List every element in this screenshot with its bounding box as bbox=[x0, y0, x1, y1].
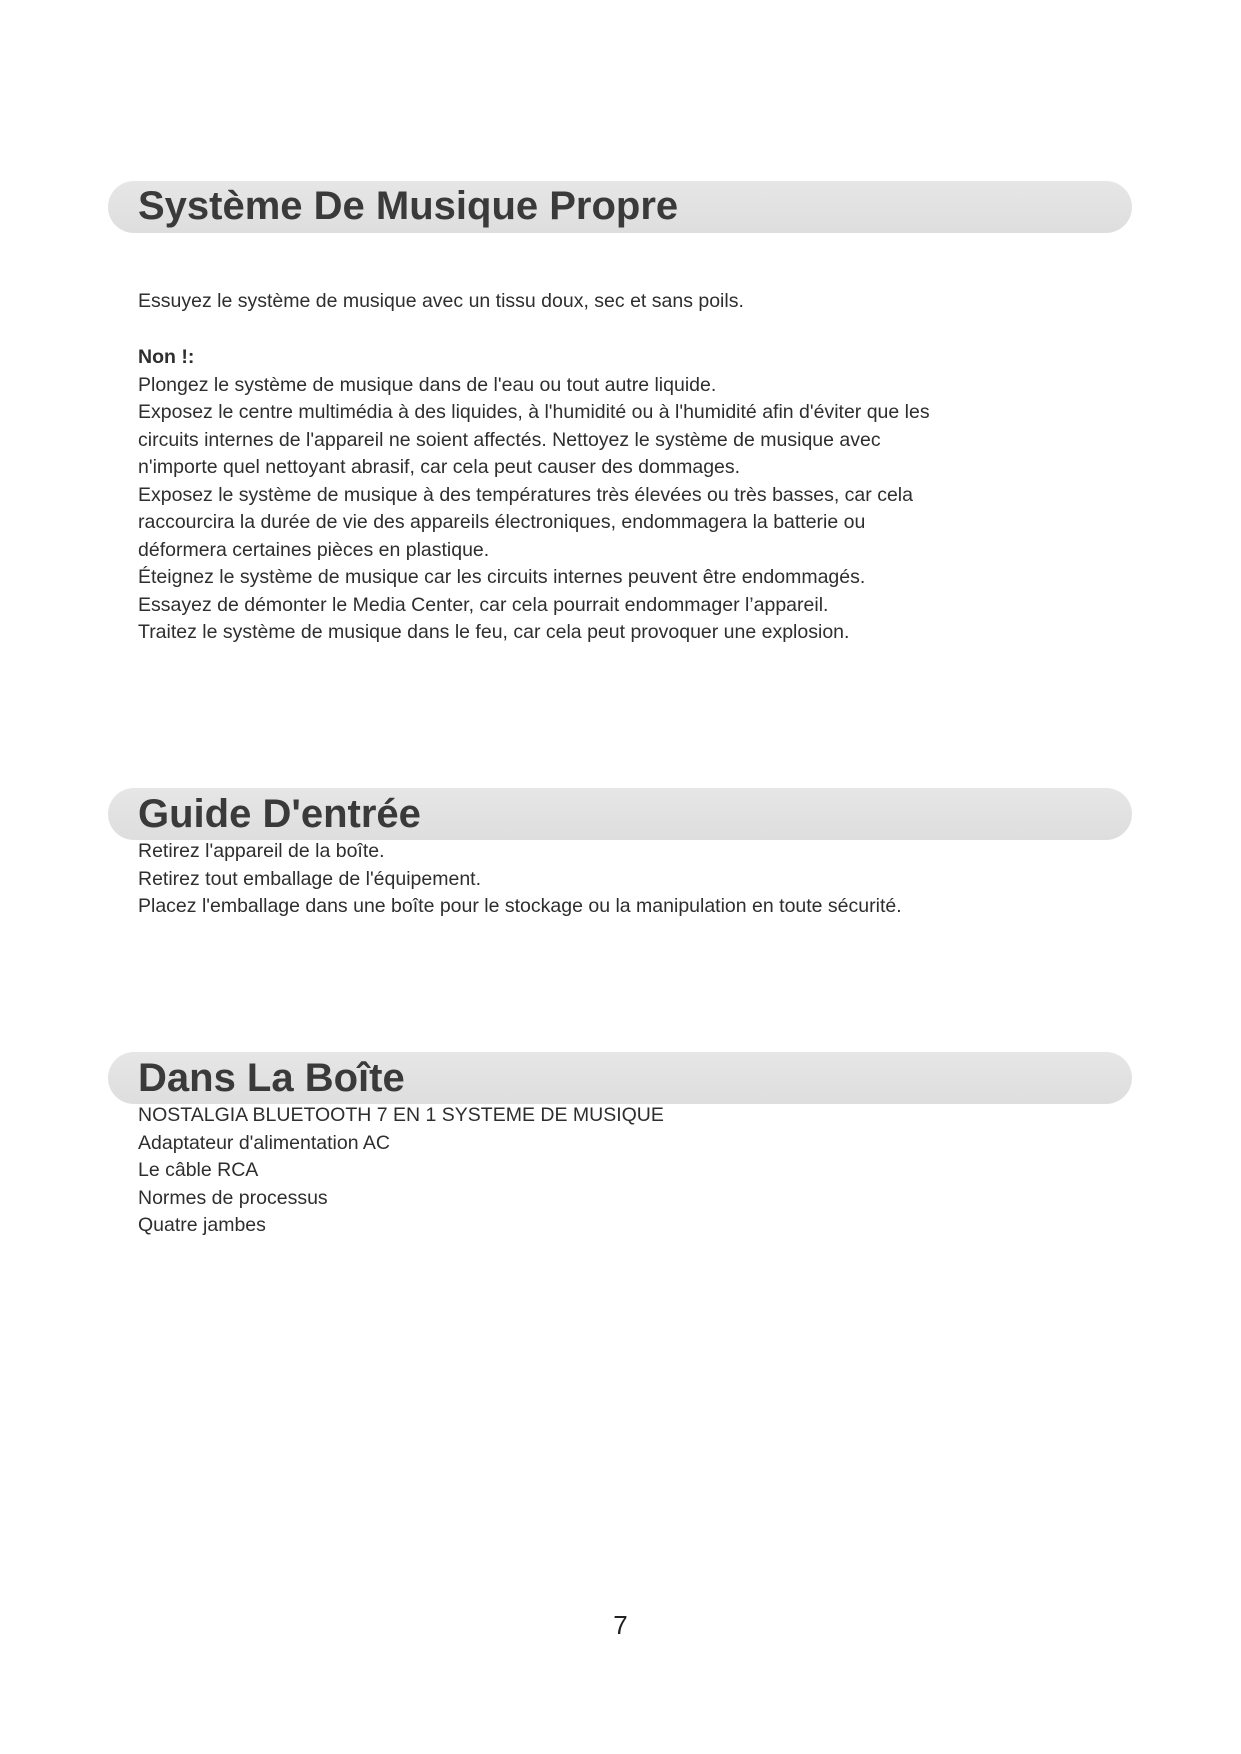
text-line: Essayez de démonter le Media Center, car cela pourrait endommager l’appareil. bbox=[138, 593, 829, 616]
section-body bbox=[138, 1102, 664, 1240]
intro-text: Essuyez le système de musique avec un tissu doux, sec et sans poils. bbox=[138, 290, 744, 312]
text-line: raccourcira la durée de vie des appareils électroniques, endommagera la batterie ou bbox=[138, 511, 866, 533]
warning-block bbox=[138, 344, 930, 647]
text-line: n'importe quel nettoyant abrasif, car cela peut causer des dommages. bbox=[138, 456, 741, 478]
section-title: Dans La Boîte bbox=[138, 1056, 405, 1100]
page-number: 7 bbox=[613, 1610, 628, 1640]
text-line: circuits internes de l'appareil ne soient affectés. Nettoyez le système de musique avec bbox=[138, 428, 881, 451]
text-line: Traitez le système de musique dans le feu, car cela peut provoquer une explosion. bbox=[138, 621, 850, 643]
section-body bbox=[138, 288, 744, 316]
text-line: Exposez le centre multimédia à des liquides, à l'humidité ou à l'humidité afin d'éviter que les bbox=[138, 401, 930, 423]
text-line: déformera certaines pièces en plastique. bbox=[138, 538, 490, 561]
section-body bbox=[138, 838, 902, 921]
text-line: Adaptateur d'alimentation AC bbox=[138, 1131, 390, 1154]
text-line: Quatre jambes bbox=[138, 1214, 266, 1236]
text-line: Le câble RCA bbox=[138, 1159, 259, 1181]
text-line: NOSTALGIA BLUETOOTH 7 EN 1 SYSTEME DE MUSIQUE bbox=[138, 1104, 664, 1126]
warning-label: Non !: bbox=[138, 346, 195, 368]
text-line: Exposez le système de musique à des températures très élevées ou très basses, car cela bbox=[138, 483, 913, 506]
text-line: Plongez le système de musique dans de l'eau ou tout autre liquide. bbox=[138, 373, 717, 396]
section-title: Guide D'entrée bbox=[138, 792, 421, 836]
text-line: Normes de processus bbox=[138, 1186, 328, 1209]
text-line: Éteignez le système de musique car les circuits internes peuvent être endommagés. bbox=[138, 566, 866, 588]
text-line: Placez l'emballage dans une boîte pour le stockage ou la manipulation en toute sécurité. bbox=[138, 895, 902, 917]
text-line: Retirez tout emballage de l'équipement. bbox=[138, 867, 482, 890]
section-title: Système De Musique Propre bbox=[138, 184, 679, 228]
text-line: Retirez l'appareil de la boîte. bbox=[138, 840, 385, 862]
